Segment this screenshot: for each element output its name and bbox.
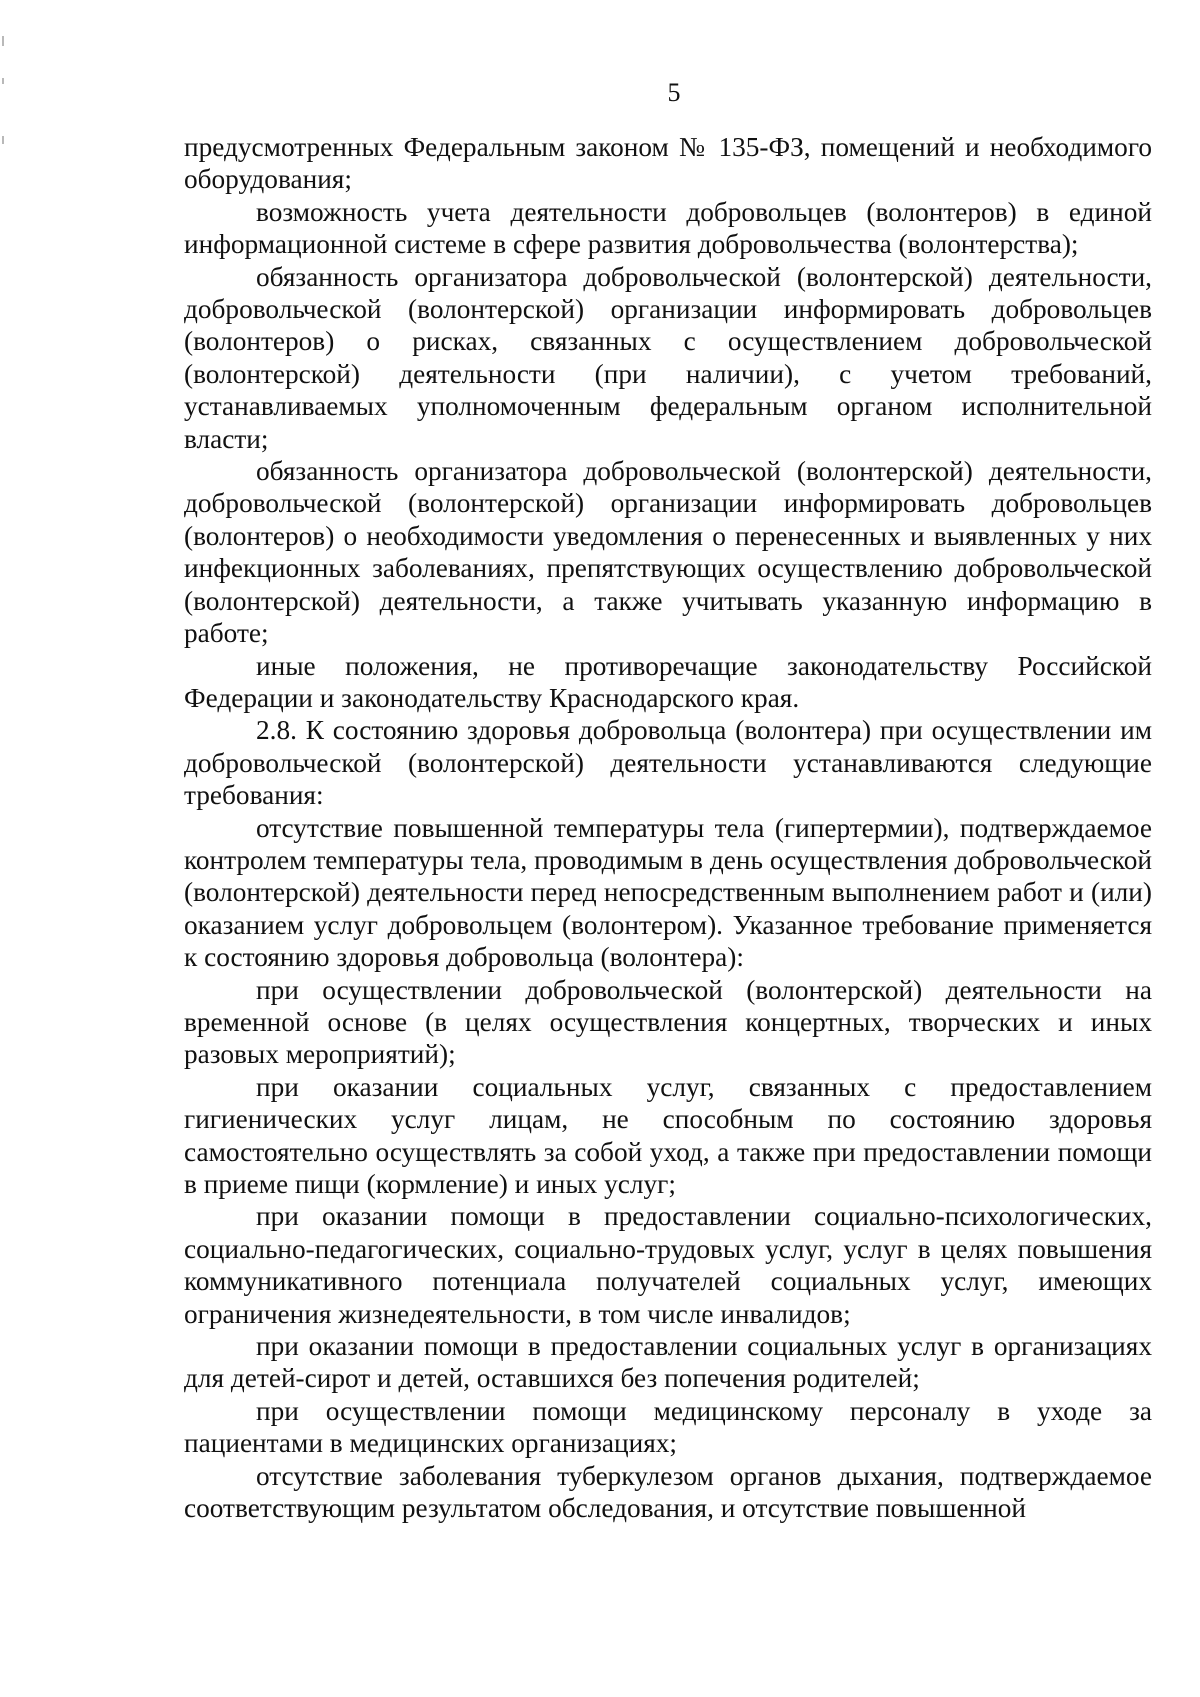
paragraph: при осуществлении добровольческой (волонтерской) деятельности на временной основе (в целях осуществления концертных, творческих и иных разовых мероприятий); [184, 974, 1152, 1070]
paragraph: отсутствие повышенной температуры тела (гипертермии), подтверждаемое контролем температуры тела, проводимым в день осуществления добровольческой (волонтерской) деятельности перед непосредственным выполнением работ и (или) оказанием услуг добровольцем (волонтером). Указанное требование применяется к состоянию здоровья добровольца (волонтера): [184, 812, 1152, 973]
paragraph: предусмотренных Федеральным законом № 135-ФЗ, помещений и необходимого оборудования; [184, 132, 1152, 195]
paragraph: при оказании помощи в предоставлении социальных услуг в организациях для детей-сирот и детей, оставшихся без попечения родителей; [184, 1331, 1152, 1394]
paragraph: обязанность организатора добровольческой (волонтерской) деятельности, добровольческой (волонтерской) организации информировать добровольцев (волонтеров) о рисках, связанных с осуществлением добровольческой (волонтерской) деятельности (при наличии), с учетом требований, устанавливаемых уполномоченным федеральным органом исполнительной власти; [184, 261, 1152, 454]
page-number: 5 [667, 78, 681, 107]
paragraph: иные положения, не противоречащие законодательству Российской Федерации и законодательству Краснодарского края. [184, 650, 1152, 713]
paragraph: отсутствие заболевания туберкулезом органов дыхания, подтверждаемое соответствующим результатом обследования, и отсутствие повышенной [184, 1460, 1152, 1524]
paragraph: возможность учета деятельности добровольцев (волонтеров) в единой информационной системе в сфере развития добровольчества (волонтерства); [184, 196, 1152, 260]
scan-artifact [2, 36, 4, 46]
paragraph: при осуществлении помощи медицинскому персоналу в уходе за пациентами в медицинских организациях; [184, 1395, 1152, 1459]
paragraph: обязанность организатора добровольческой (волонтерской) деятельности, добровольческой (волонтерской) организации информировать добровольцев (волонтеров) о необходимости уведомления о перенесенных и выявленных у них инфекционных заболеваниях, препятствующих осуществлению добровольческой (волонтерской) деятельности, а также учитывать указанную информацию в работе; [184, 456, 1152, 649]
scan-artifact [2, 136, 4, 144]
paragraph: при оказании помощи в предоставлении социально-психологических, социально-педагогических, социально-трудовых услуг, услуг в целях повышения коммуникативного потенциала получателей социальных услуг, имеющих ограничения жизнедеятельности, в том числе инвалидов; [184, 1201, 1152, 1329]
document-body [184, 131, 1152, 1524]
paragraph: при оказании социальных услуг, связанных с предоставлением гигиенических услуг лицам, не способным по состоянию здоровья самостоятельно осуществлять за собой уход, а также при предоставлении помощи в приеме пищи (кормление) и иных услуг; [184, 1071, 1152, 1199]
section-paragraph: 2.8. К состоянию здоровья добровольца (волонтера) при осуществлении им добровольческой (волонтерской) деятельности устанавливаются следующие требования: [184, 715, 1152, 811]
